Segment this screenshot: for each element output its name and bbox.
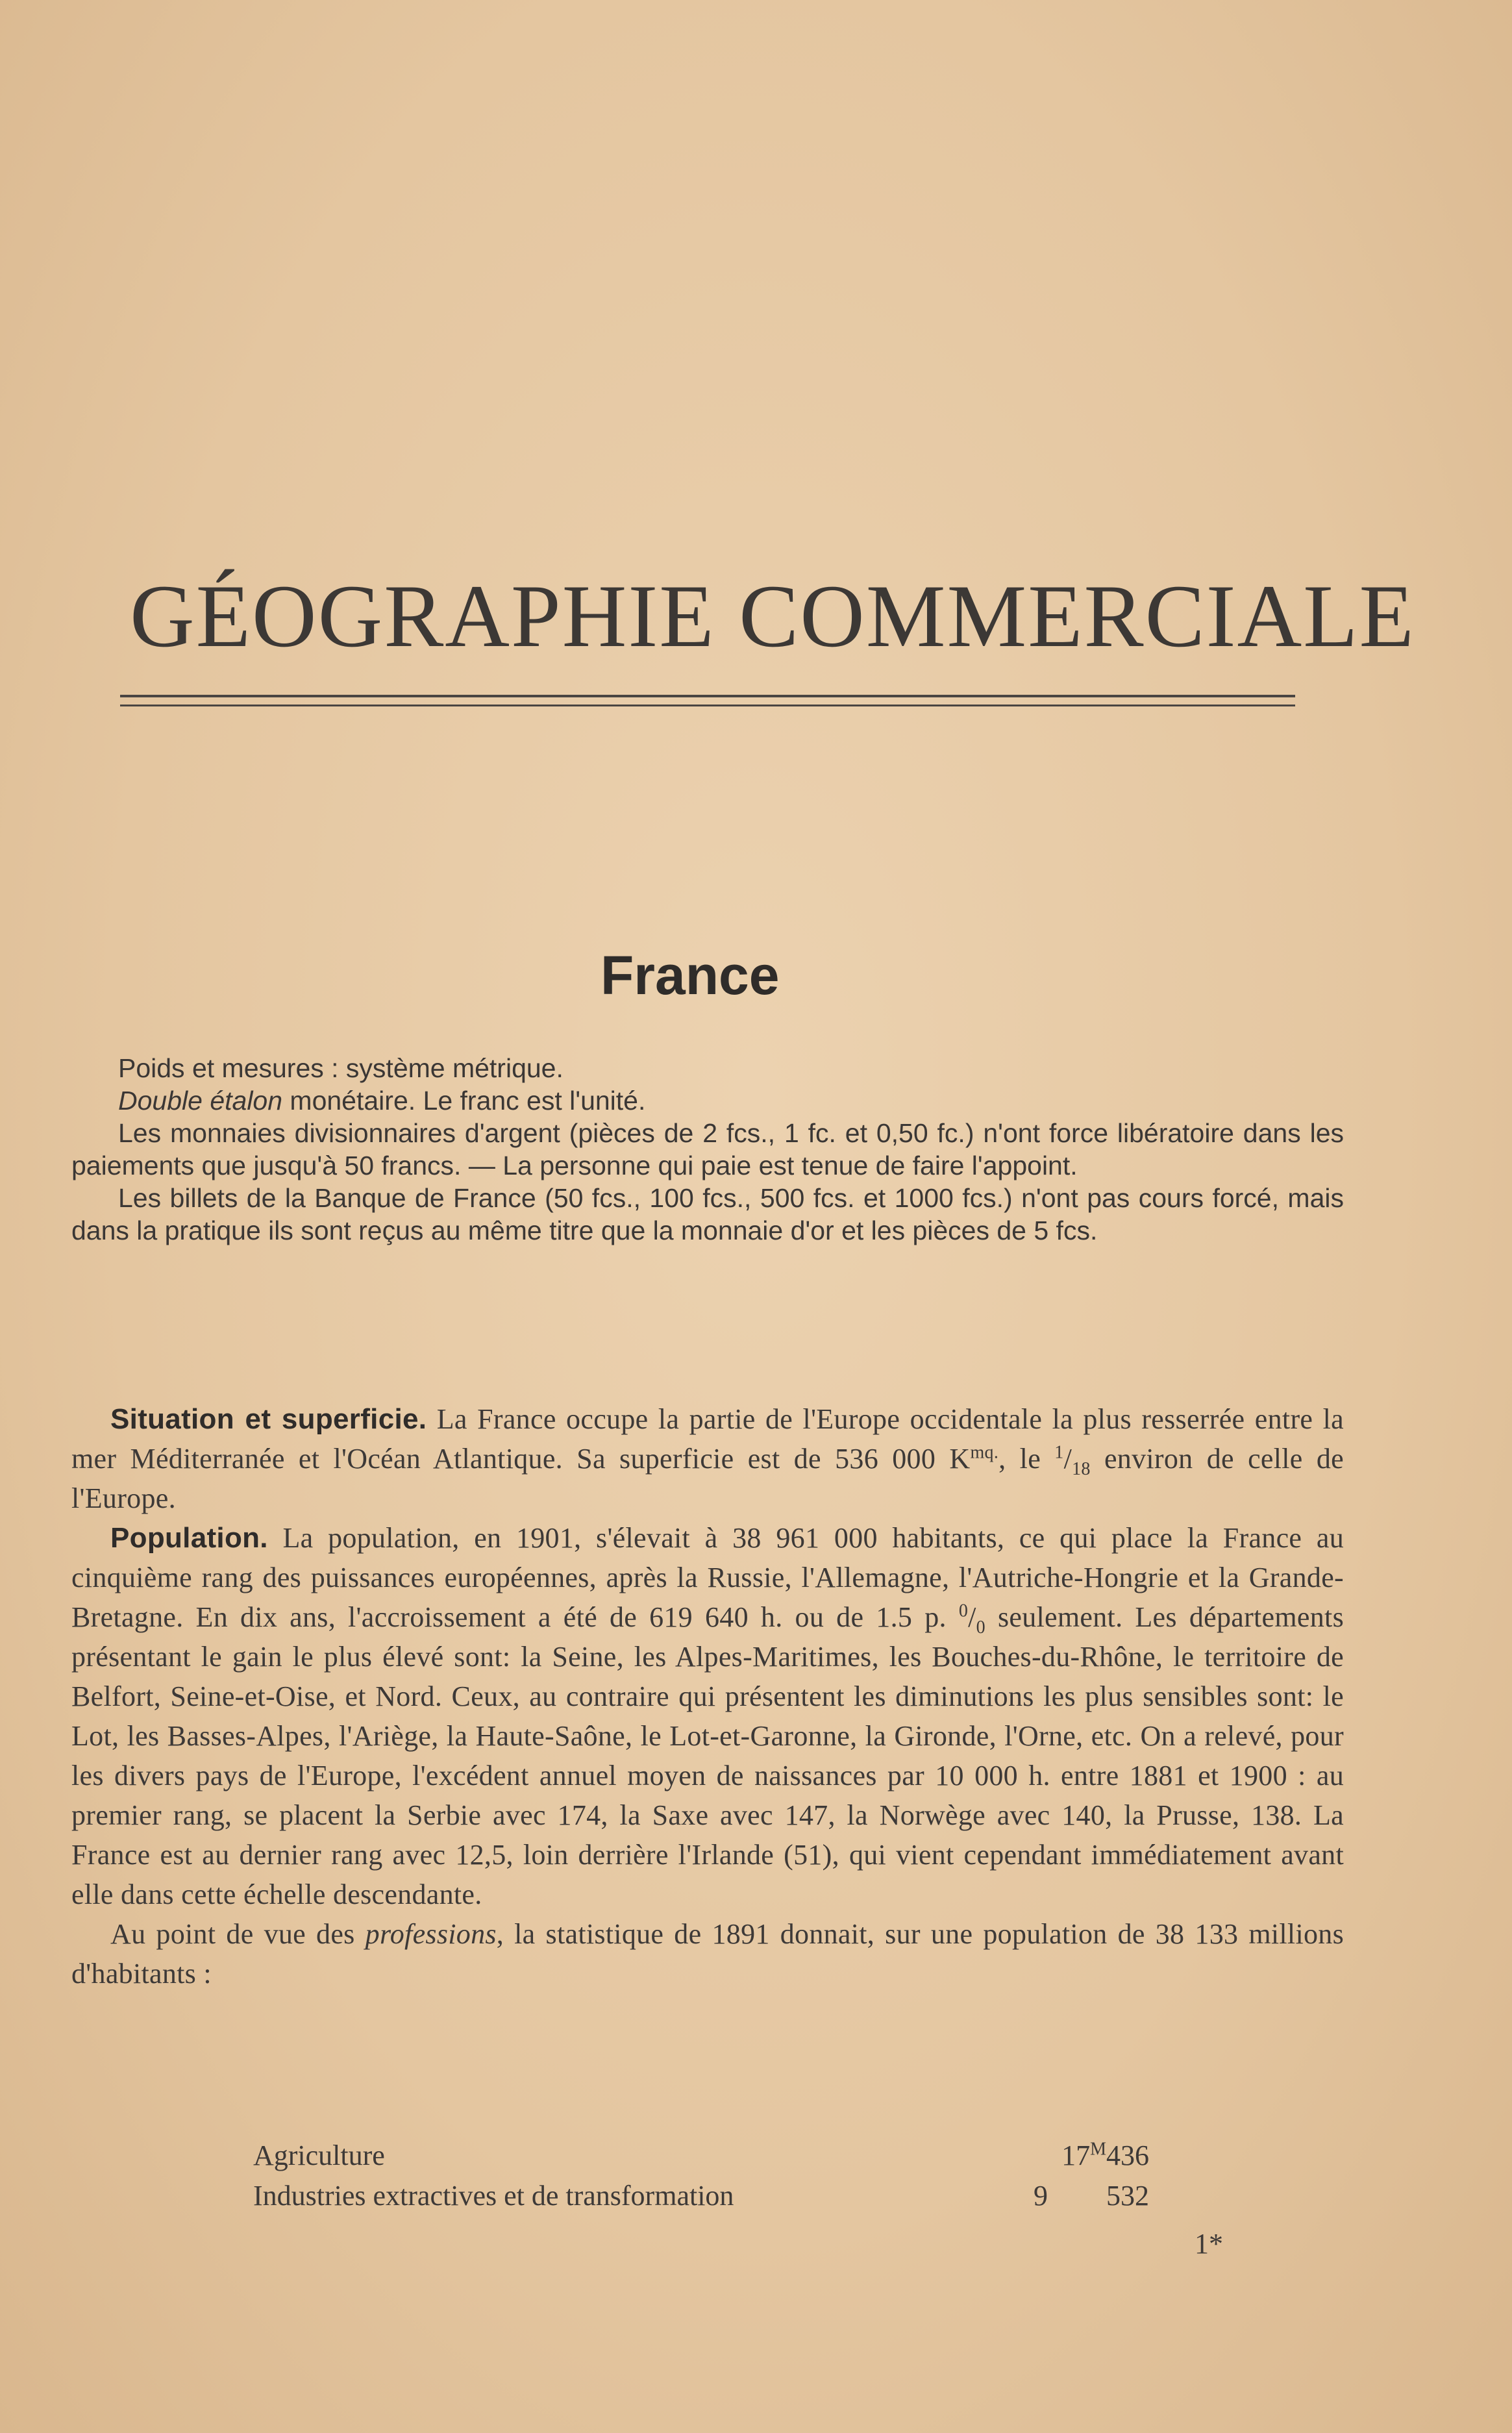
intro-text: monétaire. Le franc est l'unité. — [282, 1086, 646, 1116]
percent-numerator: 0 — [958, 1601, 969, 1621]
population-text: La population, en 1901, s'élevait à 38 961 000 habitants, ce qui place la France au cinquième rang des puissances européennes, après la Russie, l'Allemagne, l'Autriche-Hongrie et la Grande-Bretagne. En dix ans, l'accroissement a été de 619 640 h. ou de 1.5 p. — [71, 1522, 1344, 1633]
stat-value-int: 17 — [1061, 2139, 1091, 2171]
stat-value-unit: M — [1090, 2138, 1106, 2159]
table-row — [253, 2135, 1149, 2175]
stat-value — [976, 2135, 1149, 2175]
table-row — [253, 2175, 1149, 2215]
section-title: France — [601, 945, 780, 1006]
title-rule-bottom — [120, 705, 1295, 706]
stat-value-dec: 436 — [1106, 2139, 1149, 2171]
body-block — [71, 1399, 1344, 1993]
situation-heading: Situation et superficie. — [110, 1403, 427, 1435]
population-text: seulement. Les départements présentant le gain le plus élevé sont: la Seine, les Alpes-Maritimes, les Bouches-du-Rhône, le territoire de Belfort, Seine-et-Oise, et Nord. Ceux, au contraire qui présentent les diminutions les plus sensibles sont: le Lot, les Basses-Alpes, l'Ariège, la Haute-Saône, le Lot-et-Garonne, la Gironde, l'Orne, etc. On a relevé, pour les divers pays de l'Europe, l'excédent annuel moyen de naissances par 10 000 h. entre 1881 et 1900 : au premier rang, se placent la Serbie avec 174, la Saxe avec 147, la Norwège avec 140, la Prusse, 138. La France est au dernier rang avec 12,5, loin derrière l'Irlande (51), qui vient cependant immédiatement avant elle dans cette échelle descendante. — [71, 1601, 1344, 1910]
main-title: GÉOGRAPHIE COMMERCIALE — [130, 566, 1415, 666]
intro-paragraph: Les billets de la Banque de France (50 fcs., 100 fcs., 500 fcs. et 1000 fcs.) n'ont pas cours forcé, mais dans la pratique ils sont reçus au même titre que la monnaie d'or et les pièces de 5 fcs. — [71, 1183, 1344, 1245]
stat-value-dec: 532 — [1106, 2179, 1149, 2212]
professions-text: Au point de vue des — [110, 1918, 366, 1950]
percent-denominator: 0 — [976, 1617, 985, 1638]
title-rule-top — [120, 695, 1295, 697]
stat-value — [976, 2175, 1149, 2215]
population-paragraph: Population. La population, en 1901, s'élevait à 38 961 000 habitants, ce qui place la France au cinquième rang des puissances européennes, après la Russie, l'Allemagne, l'Autriche-Hongrie et la Grande-Bretagne. En dix ans, l'accroissement a été de 619 640 h. ou de 1.5 p. $^0/_0$ seulement. Les départements présentant le gain le plus élevé sont: la Seine, les Alpes-Maritimes, les Bouches-du-Rhône, le territoire de Belfort, Seine-et-Oise, et Nord. Ceux, au contraire qui présentent les diminutions les plus sensibles sont: le Lot, les Basses-Alpes, l'Ariège, la Haute-Saône, le Lot-et-Garonne, la Gironde, l'Orne, etc. On a relevé, pour les divers pays de l'Europe, l'excédent annuel moyen de naissances par 10 000 h. entre 1881 et 1900 : au premier rang, se placent la Serbie avec 174, la Saxe avec 147, la Norwège avec 140, la Prusse, 138. La France est au dernier rang avec 12,5, loin derrière l'Irlande (51), qui vient cependant immédiatement avant elle dans cette échelle descendante. — [71, 1522, 1344, 1910]
stat-label: Industries extractives et de transformation — [253, 2179, 734, 2212]
situation-text: La France occupe la partie de l'Europe occidentale la plus resserrée entre la mer Méditerranée et l'Océan Atlantique. Sa superficie est de 536 000 K — [71, 1403, 1344, 1475]
intro-paragraph — [71, 1084, 1344, 1117]
situation-text: environ de celle de l'Europe. — [71, 1443, 1344, 1514]
intro-paragraph: Les monnaies divisionnaires d'argent (pièces de 2 fcs., 1 fc. et 0,50 fc.) n'ont force libératoire dans les paiements que jusqu'à 50 francs. — La personne qui paie est tenue de faire l'appoint. — [71, 1118, 1344, 1180]
fraction-numerator: 1 — [1054, 1442, 1064, 1463]
unit-superscript: mq. — [970, 1442, 999, 1463]
stat-value-int: 9 — [1034, 2179, 1048, 2212]
situation-text: , le — [998, 1443, 1055, 1475]
intro-paragraph: Poids et mesures : système métrique. — [118, 1053, 564, 1083]
stat-label: Agriculture — [253, 2139, 385, 2171]
page-folio: 1* — [1195, 2228, 1223, 2260]
professions-paragraph — [71, 1914, 1344, 1993]
professions-text: , la statistique de 1891 donnait, sur une population de 38 133 millions d'habitants : — [71, 1918, 1344, 1990]
intro-block — [71, 1052, 1344, 1247]
population-heading: Population. — [110, 1522, 268, 1554]
fraction-denominator: 18 — [1072, 1458, 1091, 1479]
professions-table — [253, 2135, 1149, 2215]
situation-paragraph: Situation et superficie. La France occupe la partie de l'Europe occidentale la plus resserrée entre la mer Méditerranée et l'Océan Atlantique. Sa superficie est de 536 000 $K^{mq.}$, le $^1/_{18}$ environ de celle de l'Europe. — [71, 1403, 1344, 1514]
intro-italic: Double étalon — [118, 1086, 283, 1116]
professions-italic: professions — [365, 1918, 497, 1950]
